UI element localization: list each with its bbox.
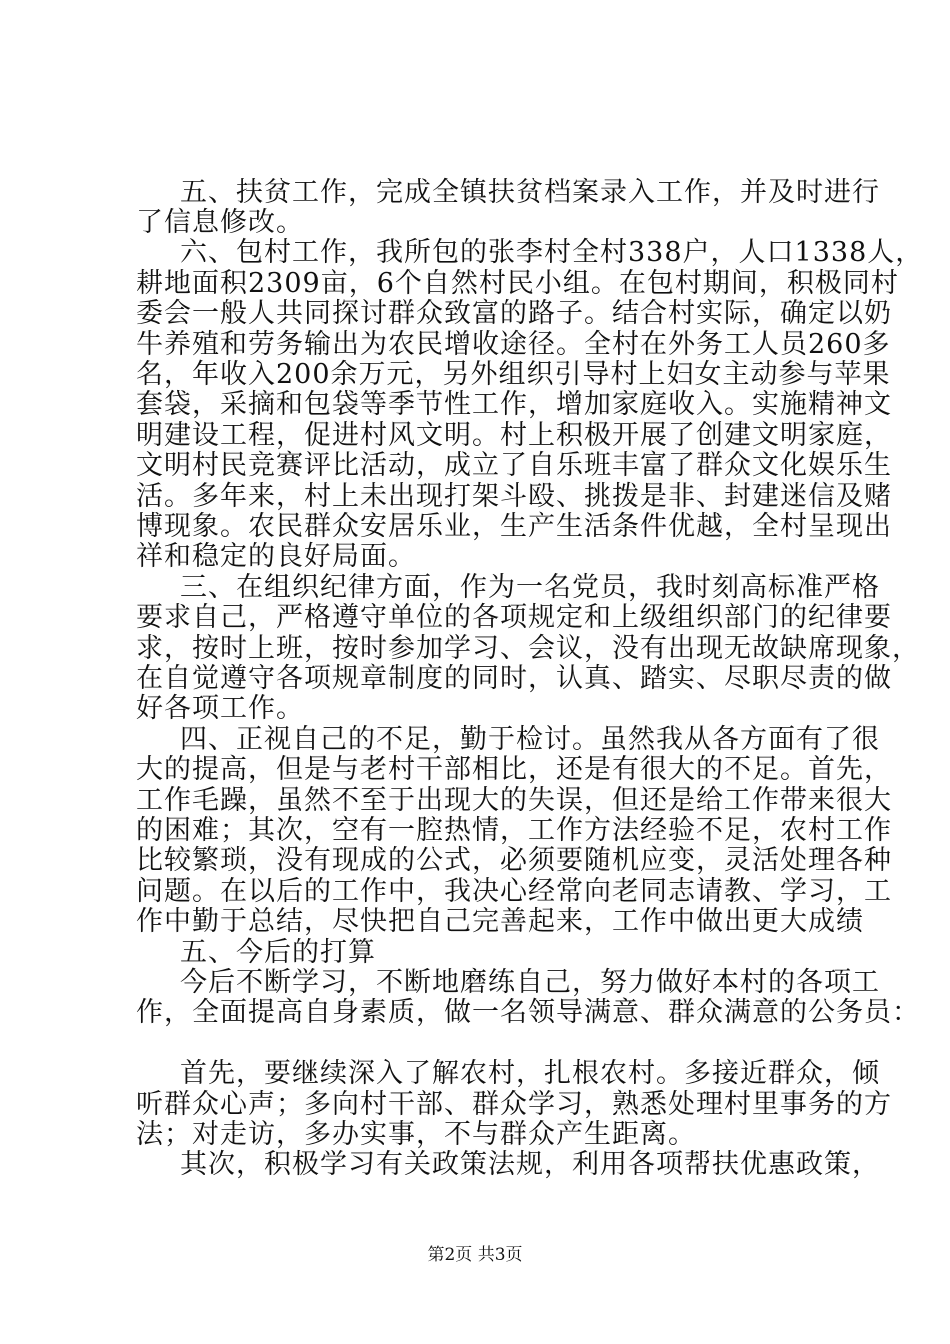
text-line: 活。多年来，村上未出现打架斗殴、挑拨是非、封建迷信及赌 <box>136 481 892 512</box>
text-line: 首先，要继续深入了解农村，扎根农村。多接近群众，倾 <box>180 1058 880 1089</box>
text-line: 三、在组织纪律方面，作为一名党员，我时刻高标准严格 <box>180 572 880 603</box>
text-line: 耕地面积2309亩，6个自然村民小组。在包村期间，积极同村 <box>136 268 899 299</box>
text-line: 问题。在以后的工作中，我决心经常向老同志请教、学习，工 <box>136 876 892 907</box>
text-line: 听群众心声；多向村干部、群众学习，熟悉处理村里事务的方 <box>136 1089 892 1120</box>
text-line: 套袋，采摘和包袋等季节性工作，增加家庭收入。实施精神文 <box>136 389 892 420</box>
text-line: 牛养殖和劳务输出为农民增收途径。全村在外务工人员260多 <box>136 329 891 360</box>
text-line: 其次，积极学习有关政策法规，利用各项帮扶优惠政策， <box>180 1149 880 1180</box>
text-line: 工作毛躁，虽然不至于出现大的失误，但还是给工作带来很大 <box>136 785 892 816</box>
text-line: 委会一般人共同探讨群众致富的路子。结合村实际，确定以奶 <box>136 298 892 329</box>
text-line: 比较繁琐，没有现成的公式，必须要随机应变，灵活处理各种 <box>136 845 892 876</box>
text-line: 明建设工程，促进村风文明。村上积极开展了创建文明家庭， <box>136 420 892 451</box>
text-line: 法；对走访，多办实事，不与群众产生距离。 <box>136 1119 696 1150</box>
text-line: 文明村民竞赛评比活动，成立了自乐班丰富了群众文化娱乐生 <box>136 450 892 481</box>
text-line: 今后不断学习，不断地磨练自己，努力做好本村的各项工 <box>180 967 880 998</box>
section-heading: 五、今后的打算 <box>180 937 376 968</box>
text-line: 作中勤于总结，尽快把自己完善起来，工作中做出更大成绩 <box>136 906 864 937</box>
text-line: 五、扶贫工作，完成全镇扶贫档案录入工作，并及时进行 <box>180 177 880 208</box>
page-indicator: 第2页 共3页 <box>427 1245 523 1265</box>
text-line: 四、正视自己的不足，勤于检讨。虽然我从各方面有了很 <box>180 724 880 755</box>
text-line: 的困难；其次，空有一腔热情，工作方法经验不足，农村工作 <box>136 815 892 846</box>
text-line: 名，年收入200余万元，另外组织引导村上妇女主动参与苹果 <box>136 359 891 390</box>
text-line: 在自觉遵守各项规章制度的同时，认真、踏实、尽职尽责的做 <box>136 663 892 694</box>
text-line: 大的提高，但是与老村干部相比，还是有很大的不足。首先， <box>136 754 892 785</box>
text-line: 博现象。农民群众安居乐业，生产生活条件优越，全村呈现出 <box>136 511 892 542</box>
text-line: 好各项工作。 <box>136 693 304 724</box>
text-line: 求，按时上班，按时参加学习、会议，没有出现无故缺席现象， <box>136 633 920 664</box>
text-line: 了信息修改。 <box>136 207 304 238</box>
text-line: 要求自己，严格遵守单位的各项规定和上级组织部门的纪律要 <box>136 602 892 633</box>
text-line: 六、包村工作，我所包的张李村全村338户，人口1338人， <box>180 237 924 268</box>
text-line: 祥和稳定的良好局面。 <box>136 541 416 572</box>
text-line: 作，全面提高自身素质，做一名领导满意、群众满意的公务员： <box>136 997 920 1028</box>
